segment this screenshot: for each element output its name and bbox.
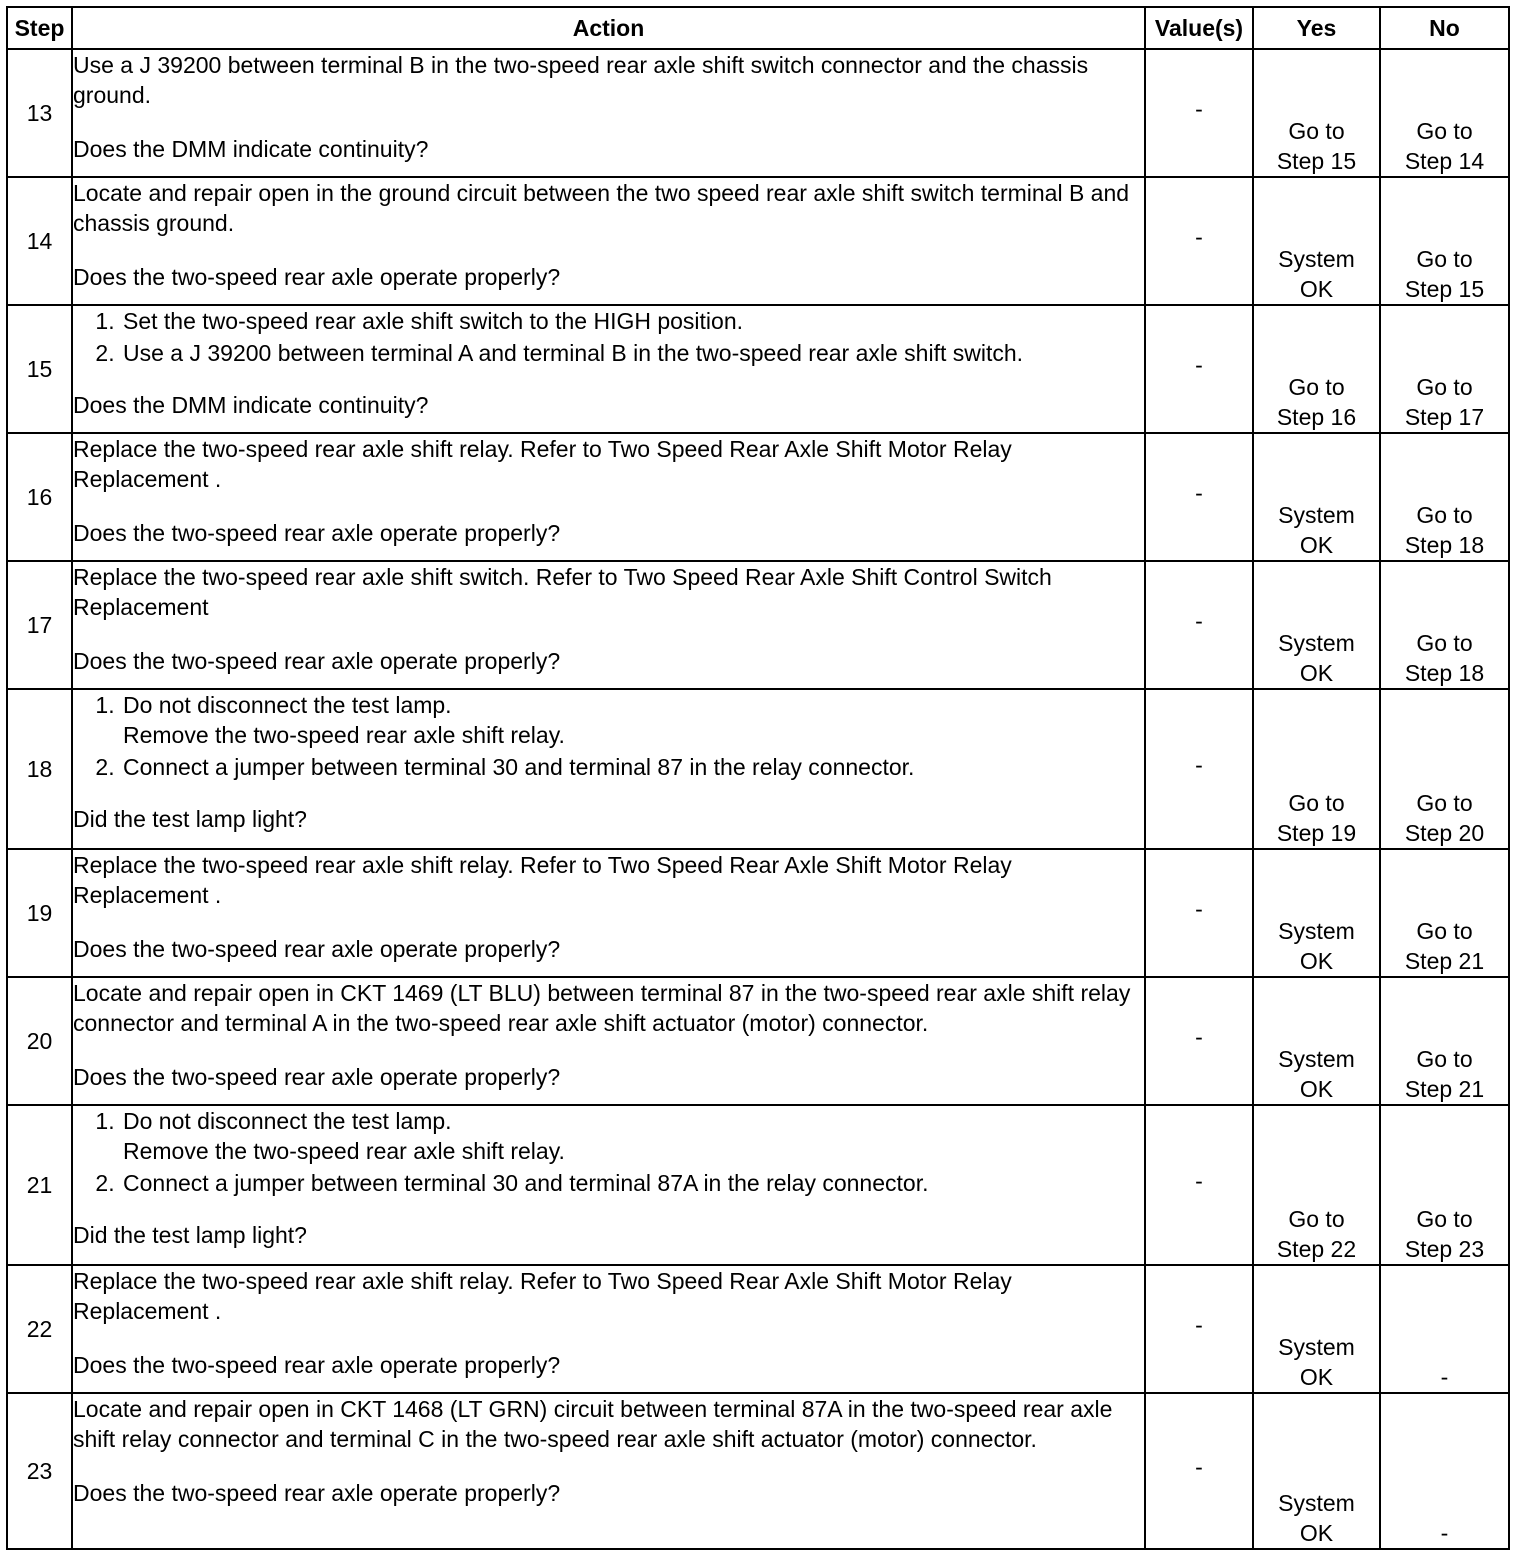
action-text: Replace the two-speed rear axle shift relay. Refer to Two Speed Rear Axle Shift Motor Relay Replacement . <box>73 852 1019 908</box>
action-question: Did the test lamp light? <box>73 806 307 832</box>
action-step-line: Set the two-speed rear axle shift switch to the HIGH position. <box>123 308 744 334</box>
action-question: Does the two-speed rear axle operate properly? <box>73 1352 561 1378</box>
action-step-item <box>121 306 1144 336</box>
action-step-line: 1. Do not disconnect the test lamp. <box>123 692 452 718</box>
value-cell <box>1145 689 1253 849</box>
no-cell <box>1380 1105 1509 1265</box>
header-yes: Yes <box>1253 7 1380 49</box>
value-text: - <box>1195 479 1203 506</box>
value-cell <box>1145 177 1253 305</box>
action-text: Replace the two-speed rear axle shift relay. Refer to Two Speed Rear Axle Shift Motor Relay Replacement . <box>73 1268 1019 1324</box>
action-step-line: Use a J 39200 between terminal A and terminal B in the two-speed rear axle shift switch. <box>123 340 1024 366</box>
table-row <box>7 561 1509 689</box>
step-number: 23 <box>7 1393 72 1549</box>
yes-cell <box>1253 1105 1380 1265</box>
yes-line: System <box>1278 1046 1355 1072</box>
yes-line: Step 16 <box>1276 404 1357 430</box>
header-no: No <box>1380 7 1509 49</box>
no-cell <box>1380 689 1509 849</box>
yes-cell <box>1253 49 1380 177</box>
yes-line: OK <box>1299 532 1334 558</box>
no-cell <box>1380 433 1509 561</box>
action-step-line: Remove the two-speed rear axle shift relay. <box>123 722 565 748</box>
value-cell <box>1145 561 1253 689</box>
action-cell <box>72 1105 1145 1265</box>
action-question: Did the test lamp light? <box>73 1222 307 1248</box>
no-line: Step 18 <box>1404 532 1485 558</box>
value-text: - <box>1195 1023 1203 1050</box>
yes-cell <box>1253 1393 1380 1549</box>
yes-line: Go to <box>1288 118 1345 144</box>
action-question: Does the two-speed rear axle operate properly? <box>73 1064 561 1090</box>
action-cell <box>72 177 1145 305</box>
step-number: 20 <box>7 977 72 1105</box>
step-number: 15 <box>7 305 72 433</box>
step-number: 21 <box>7 1105 72 1265</box>
no-line: Go to <box>1416 502 1473 528</box>
value-text: - <box>1195 351 1203 378</box>
action-question: Does the two-speed rear axle operate properly? <box>73 936 561 962</box>
action-question: Does the DMM indicate continuity? <box>73 392 429 418</box>
diagnostic-table <box>6 6 1510 1550</box>
yes-line: OK <box>1299 948 1334 974</box>
yes-line: Go to <box>1288 790 1345 816</box>
action-step-line: Remove the two-speed rear axle shift relay. <box>123 1138 565 1164</box>
no-line: Step 17 <box>1404 404 1485 430</box>
no-line: Go to <box>1416 918 1473 944</box>
action-text: Locate and repair open in the ground circuit between the two speed rear axle shift switch terminal B and chassis ground. <box>73 180 1136 236</box>
yes-line: System <box>1278 918 1355 944</box>
yes-line: Step 22 <box>1276 1236 1357 1262</box>
value-text: - <box>1195 607 1203 634</box>
no-line: Step 20 <box>1404 820 1485 846</box>
value-text: - <box>1195 223 1203 250</box>
yes-cell <box>1253 561 1380 689</box>
yes-cell <box>1253 977 1380 1105</box>
action-step-line: Connect a jumper between terminal 30 and terminal 87A in the relay connector. <box>123 1170 929 1196</box>
header-step: Step <box>7 7 72 49</box>
action-cell <box>72 977 1145 1105</box>
no-cell <box>1380 849 1509 977</box>
yes-cell <box>1253 849 1380 977</box>
header-row <box>7 7 1509 49</box>
action-text: Replace the two-speed rear axle shift relay. Refer to Two Speed Rear Axle Shift Motor Relay Replacement . <box>73 436 1019 492</box>
action-question: Does the DMM indicate continuity? <box>73 136 429 162</box>
no-line: - <box>1440 1364 1449 1390</box>
table-row <box>7 305 1509 433</box>
header-values: Value(s) <box>1145 7 1253 49</box>
value-cell <box>1145 305 1253 433</box>
table-row <box>7 1105 1509 1265</box>
no-line: Go to <box>1416 1046 1473 1072</box>
yes-line: System <box>1278 502 1355 528</box>
value-text: - <box>1195 751 1203 778</box>
action-question: Does the two-speed rear axle operate properly? <box>73 264 561 290</box>
yes-line: OK <box>1299 276 1334 302</box>
yes-line: Step 19 <box>1276 820 1357 846</box>
yes-cell <box>1253 305 1380 433</box>
action-text: Locate and repair open in CKT 1468 (LT GRN) circuit between terminal 87A in the two-speed rear axle shift relay connector and terminal C in the two-speed rear axle shift actuator (motor) connector. <box>73 1396 1119 1452</box>
yes-line: OK <box>1299 660 1334 686</box>
value-text: - <box>1195 1311 1203 1338</box>
no-line: Go to <box>1416 790 1473 816</box>
yes-cell <box>1253 1265 1380 1393</box>
action-cell <box>72 1393 1145 1549</box>
action-cell <box>72 49 1145 177</box>
table-row <box>7 1265 1509 1393</box>
step-number: 22 <box>7 1265 72 1393</box>
action-step-item <box>121 338 1144 368</box>
yes-cell <box>1253 689 1380 849</box>
step-number: 18 <box>7 689 72 849</box>
no-line: Go to <box>1416 246 1473 272</box>
no-line: - <box>1440 1520 1449 1546</box>
step-number: 14 <box>7 177 72 305</box>
action-text: Locate and repair open in CKT 1469 (LT BLU) between terminal 87 in the two-speed rear axle shift relay connector and terminal A in the two-speed rear axle shift actuator (motor) connector. <box>73 980 1137 1036</box>
no-cell <box>1380 561 1509 689</box>
yes-line: System <box>1278 1490 1355 1516</box>
value-cell <box>1145 1265 1253 1393</box>
action-cell <box>72 1265 1145 1393</box>
value-text: - <box>1195 1453 1203 1480</box>
value-cell <box>1145 1105 1253 1265</box>
header-action: Action <box>72 7 1145 49</box>
yes-cell <box>1253 433 1380 561</box>
yes-line: OK <box>1299 1520 1334 1546</box>
yes-line: Step 15 <box>1276 148 1357 174</box>
action-question: Does the two-speed rear axle operate properly? <box>73 648 561 674</box>
no-line: Step 18 <box>1404 660 1485 686</box>
no-cell <box>1380 305 1509 433</box>
value-text: - <box>1195 1167 1203 1194</box>
yes-line: System <box>1278 1334 1355 1360</box>
action-cell <box>72 305 1145 433</box>
no-line: Step 23 <box>1404 1236 1485 1262</box>
action-step-line: Connect a jumper between terminal 30 and terminal 87 in the relay connector. <box>123 754 915 780</box>
table-row <box>7 849 1509 977</box>
no-line: Go to <box>1416 1206 1473 1232</box>
action-steps <box>73 1106 1144 1198</box>
value-text: - <box>1195 95 1203 122</box>
step-number: 13 <box>7 49 72 177</box>
no-line: Go to <box>1416 118 1473 144</box>
table-row <box>7 49 1509 177</box>
action-cell <box>72 689 1145 849</box>
action-step-line: 1. Do not disconnect the test lamp. <box>123 1108 452 1134</box>
action-text: Replace the two-speed rear axle shift switch. Refer to Two Speed Rear Axle Shift Control Switch Replacement <box>73 564 1059 620</box>
step-number: 17 <box>7 561 72 689</box>
yes-line: Go to <box>1288 374 1345 400</box>
action-step-item <box>121 690 1144 750</box>
action-steps <box>73 690 1144 782</box>
no-line: Step 15 <box>1404 276 1485 302</box>
no-cell <box>1380 1265 1509 1393</box>
action-question: Does the two-speed rear axle operate properly? <box>73 1480 561 1506</box>
no-line: Go to <box>1416 630 1473 656</box>
value-cell <box>1145 433 1253 561</box>
no-line: Step 14 <box>1404 148 1485 174</box>
no-line: Go to <box>1416 374 1473 400</box>
no-line: Step 21 <box>1404 948 1485 974</box>
action-cell <box>72 433 1145 561</box>
value-text: - <box>1195 895 1203 922</box>
action-steps <box>73 306 1144 368</box>
value-cell <box>1145 1393 1253 1549</box>
action-cell <box>72 849 1145 977</box>
step-number: 16 <box>7 433 72 561</box>
yes-line: Go to <box>1288 1206 1345 1232</box>
action-step-item <box>121 1168 1144 1198</box>
action-step-item <box>121 752 1144 782</box>
yes-line: OK <box>1299 1364 1334 1390</box>
no-line: Step 21 <box>1404 1076 1485 1102</box>
action-step-item <box>121 1106 1144 1166</box>
value-cell <box>1145 49 1253 177</box>
no-cell <box>1380 1393 1509 1549</box>
no-cell <box>1380 977 1509 1105</box>
action-question: Does the two-speed rear axle operate properly? <box>73 520 561 546</box>
action-text: Use a J 39200 between terminal B in the two-speed rear axle shift switch connector and the chassis ground. <box>73 52 1095 108</box>
step-number: 19 <box>7 849 72 977</box>
value-cell <box>1145 977 1253 1105</box>
yes-line: System <box>1278 630 1355 656</box>
no-cell <box>1380 177 1509 305</box>
value-cell <box>1145 849 1253 977</box>
table-row <box>7 177 1509 305</box>
table-row <box>7 977 1509 1105</box>
yes-cell <box>1253 177 1380 305</box>
yes-line: System <box>1278 246 1355 272</box>
table-row <box>7 689 1509 849</box>
table-row <box>7 433 1509 561</box>
no-cell <box>1380 49 1509 177</box>
table-row <box>7 1393 1509 1549</box>
yes-line: OK <box>1299 1076 1334 1102</box>
action-cell <box>72 561 1145 689</box>
